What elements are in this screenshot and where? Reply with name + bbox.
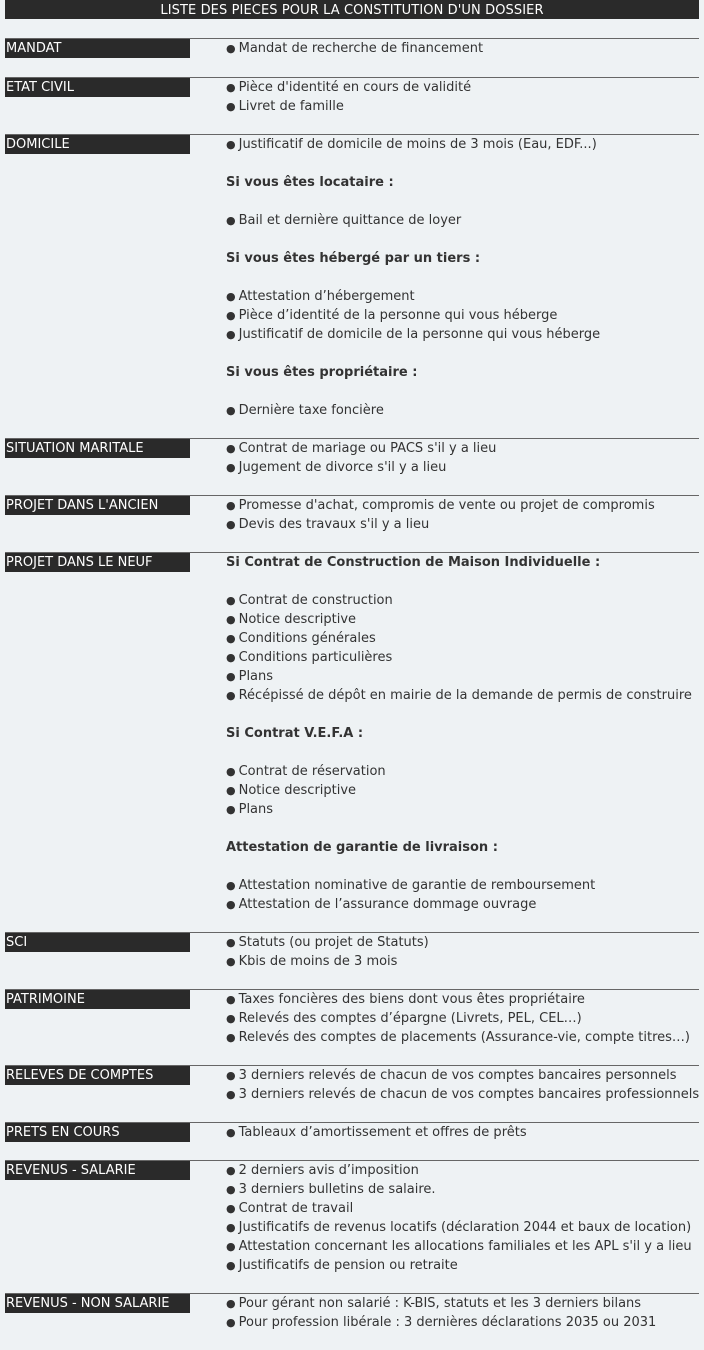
section-label: PATRIMOINE: [5, 990, 190, 1009]
list-item: ● Justificatif de domicile de la personne qui vous héberge: [226, 325, 699, 344]
section-domicile: [5, 134, 699, 438]
spacer: [226, 743, 699, 762]
section-label: PRETS EN COURS: [5, 1123, 190, 1142]
list-item: ● Relevés des comptes d’épargne (Livrets, PEL, CEL…): [226, 1009, 699, 1028]
subheading: Attestation de garantie de livraison :: [226, 840, 498, 855]
section-items: [226, 990, 699, 1047]
section-items: [226, 933, 699, 971]
section-items: [226, 39, 699, 58]
list-item: ● Pièce d’identité de la personne qui vous héberge: [226, 306, 699, 325]
subheading: Si Contrat de Construction de Maison Individuelle :: [226, 555, 601, 570]
spacer: [226, 344, 699, 363]
section-items: [226, 553, 699, 914]
section-items: [226, 1161, 699, 1275]
list-item: ● Notice descriptive: [226, 610, 699, 629]
list-item: ● Attestation concernant les allocations familiales et les APL s'il y a lieu: [226, 1237, 699, 1256]
spacer: [226, 705, 699, 724]
list-item: ● Pour gérant non salarié : K-BIS, statuts et les 3 derniers bilans: [226, 1294, 699, 1313]
list-item: ● Contrat de travail: [226, 1199, 699, 1218]
section-items: [226, 1123, 699, 1142]
list-item: ● Tableaux d’amortissement et offres de prêts: [226, 1123, 699, 1142]
list-item: ● Statuts (ou projet de Statuts): [226, 933, 699, 952]
list-item: ● Contrat de mariage ou PACS s'il y a lieu: [226, 439, 699, 458]
section-projet-dans-l-ancien: [5, 495, 699, 552]
list-item: ● Plans: [226, 800, 699, 819]
list-item: ● 2 derniers avis d’imposition: [226, 1161, 699, 1180]
list-item: ● Dernière taxe foncière: [226, 401, 699, 420]
list-item: ● Justificatifs de revenus locatifs (déclaration 2044 et baux de location): [226, 1218, 699, 1237]
section-label: SITUATION MARITALE: [5, 439, 190, 458]
section-items: [226, 1066, 699, 1104]
spacer: [226, 857, 699, 876]
list-item: ● Taxes foncières des biens dont vous êtes propriétaire: [226, 990, 699, 1009]
list-item: ● 3 derniers relevés de chacun de vos comptes bancaires personnels: [226, 1066, 699, 1085]
list-item: ● Attestation d’hébergement: [226, 287, 699, 306]
list-item: ● Relevés des comptes de placements (Assurance-vie, compte titres…): [226, 1028, 699, 1047]
spacer: [226, 572, 699, 591]
list-item: ● Conditions particulières: [226, 648, 699, 667]
section-label: PROJET DANS LE NEUF: [5, 553, 190, 572]
list-item: ● Promesse d'achat, compromis de vente ou projet de compromis: [226, 496, 699, 515]
subheading: Si vous êtes hébergé par un tiers :: [226, 251, 481, 266]
section-items: [226, 1294, 699, 1332]
list-item: ● Mandat de recherche de financement: [226, 39, 699, 58]
list-item: ● Plans: [226, 667, 699, 686]
section-patrimoine: [5, 989, 699, 1065]
list-item: ● Conditions générales: [226, 629, 699, 648]
list-item: ● Récépissé de dépôt en mairie de la demande de permis de construire: [226, 686, 699, 705]
section-releves-de-comptes: [5, 1065, 699, 1122]
section-label: PROJET DANS L'ANCIEN: [5, 496, 190, 515]
section-items: [226, 78, 699, 116]
list-item: ● Contrat de construction: [226, 591, 699, 610]
page-title: LISTE DES PIECES POUR LA CONSTITUTION D'UN DOSSIER: [5, 0, 699, 19]
section-label: MANDAT: [5, 39, 190, 58]
section-label: REVENUS - NON SALARIE: [5, 1294, 190, 1313]
section-items: [226, 135, 699, 420]
list-item: ● Pièce d'identité en cours de validité: [226, 78, 699, 97]
list-item: ● Devis des travaux s'il y a lieu: [226, 515, 699, 534]
section-label: ETAT CIVIL: [5, 78, 190, 97]
list-item: ● Attestation de l’assurance dommage ouvrage: [226, 895, 699, 914]
section-label: RELEVES DE COMPTES: [5, 1066, 190, 1085]
section-items: [226, 439, 699, 477]
spacer: [226, 382, 699, 401]
section-revenus-non-salarie: [5, 1293, 699, 1350]
list-item: ● Jugement de divorce s'il y a lieu: [226, 458, 699, 477]
spacer: [226, 192, 699, 211]
spacer: [226, 154, 699, 173]
section-label: DOMICILE: [5, 135, 190, 154]
list-item: ● 3 derniers bulletins de salaire.: [226, 1180, 699, 1199]
section-revenus-salarie: [5, 1160, 699, 1293]
list-item: ● Notice descriptive: [226, 781, 699, 800]
list-item: ● Bail et dernière quittance de loyer: [226, 211, 699, 230]
spacer: [226, 268, 699, 287]
section-label: SCI: [5, 933, 190, 952]
list-item: ● Kbis de moins de 3 mois: [226, 952, 699, 971]
list-item: ● Pour profession libérale : 3 dernières déclarations 2035 ou 2031: [226, 1313, 699, 1332]
list-item: ● Justificatif de domicile de moins de 3 mois (Eau, EDF...): [226, 135, 699, 154]
list-item: ● Justificatifs de pension ou retraite: [226, 1256, 699, 1275]
section-projet-dans-le-neuf: [5, 552, 699, 932]
list-item: ● Contrat de réservation: [226, 762, 699, 781]
section-items: [226, 496, 699, 534]
section-mandat: [5, 38, 699, 76]
section-etat-civil: [5, 77, 699, 134]
subheading: Si vous êtes locataire :: [226, 175, 394, 190]
list-item: ● Attestation nominative de garantie de remboursement: [226, 876, 699, 895]
section-situation-maritale: [5, 438, 699, 495]
section-prets-en-cours: [5, 1122, 699, 1160]
spacer: [226, 230, 699, 249]
spacer: [226, 819, 699, 838]
list-item: ● 3 derniers relevés de chacun de vos comptes bancaires professionnels: [226, 1085, 699, 1104]
section-sci: [5, 932, 699, 989]
subheading: Si vous êtes propriétaire :: [226, 365, 418, 380]
section-label: REVENUS - SALARIE: [5, 1161, 190, 1180]
subheading: Si Contrat V.E.F.A :: [226, 726, 364, 741]
list-item: ● Livret de famille: [226, 97, 699, 116]
